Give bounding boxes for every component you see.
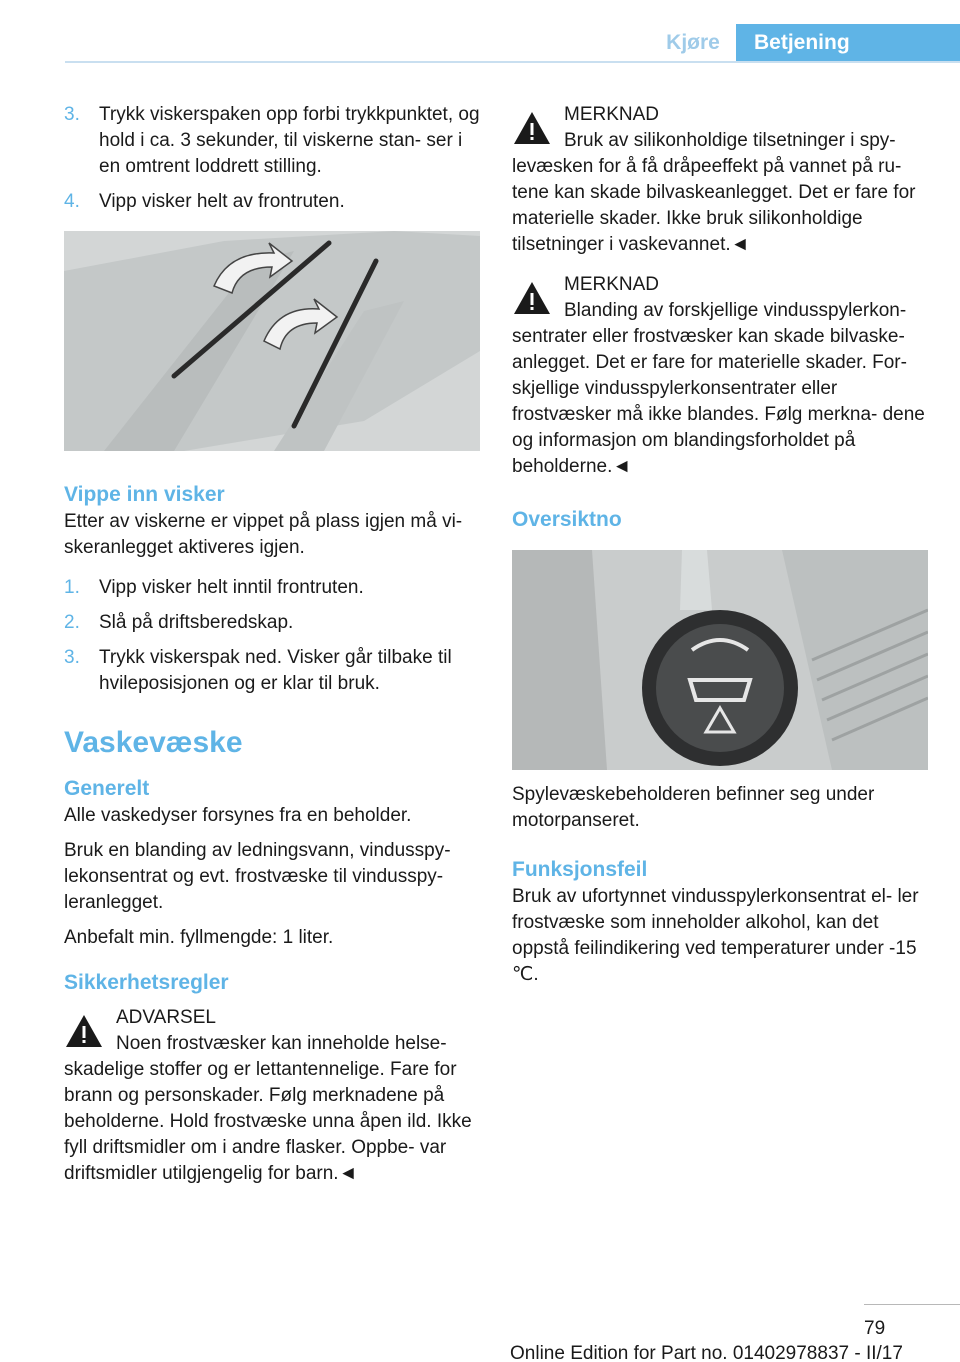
chapter-title: Vaskevæske <box>64 726 243 759</box>
warning-text-continued: skadelige stoffer og er lettantennelige. Fare for brann og personskader. Følg merknadene på beholderne. Hold frostvæske unna åpen ild. Ikke fyll driftsmidler om i andre flasker. Oppbe‐ var driftsmidler utilgjengelig for barn.◄ <box>64 1059 472 1184</box>
notice-triangle-icon <box>512 280 552 316</box>
paragraph: Alle vaskedyser forsynes fra en beholder. <box>64 805 412 826</box>
page-number: 79 <box>864 1318 886 1339</box>
right-column <box>512 102 932 997</box>
paragraph: Bruk en blanding av ledningsvann, vindusspy‐ lekonsentrat og evt. frostvæske til vindusspy‐ leranlegget. <box>64 840 451 913</box>
paragraph: Anbefalt min. fyllmengde: 1 liter. <box>64 927 334 948</box>
notice-block <box>512 272 932 324</box>
header-rule <box>65 61 960 63</box>
footer-rule <box>864 1304 960 1305</box>
step-number: 1. <box>64 577 80 598</box>
warning-block <box>64 1005 480 1057</box>
notice-text-continued: sentrater eller frostvæsker kan skade bilvaske‐ anlegget. Det er fare for materielle skader. For‐ skjellige vindusspylerkonsentrater eller frostvæsker må ikke blandes. Følg merkna‐ dene og informasjon om blandingsforholdet på beholderne.◄ <box>512 326 925 477</box>
section-title-sikkerhet: Sikkerhetsregler <box>64 971 229 994</box>
footer-edition: Online Edition for Part no. 01402978837 - II/17 <box>510 1343 903 1362</box>
header-tab-betjening[interactable]: Betjening <box>736 24 960 61</box>
section-title-funksjonsfeil: Funksjonsfeil <box>512 858 648 881</box>
wiper-illustration <box>64 231 480 451</box>
step-text: Vipp visker helt inntil frontruten. <box>99 577 364 598</box>
notice-block <box>512 102 932 154</box>
step-item <box>64 102 480 180</box>
step-number: 4. <box>64 191 80 212</box>
notice-title: MERKNAD <box>564 104 660 125</box>
step-item <box>64 575 480 601</box>
step-number: 3. <box>64 104 80 125</box>
figure-caption: Spylevæskebeholderen befinner seg under motorpanseret. <box>512 784 875 831</box>
step-text: Trykk viskerspak ned. Visker går tilbake til hvileposisjonen og er klar til bruk. <box>99 647 452 694</box>
step-text: Slå på driftsberedskap. <box>99 612 294 633</box>
warning-triangle-icon <box>64 1013 104 1049</box>
reservoir-illustration <box>512 550 928 770</box>
warning-title: ADVARSEL <box>116 1007 216 1028</box>
warning-text: Noen frostvæsker kan inneholde helse‐ <box>116 1033 447 1054</box>
step-number: 3. <box>64 647 80 668</box>
step-text: Trykk viskerspaken opp forbi trykkpunktet, og hold i ca. 3 sekunder, til viskerne stan‐ ser i en omtrent loddrett stilling. <box>99 104 480 177</box>
notice-triangle-icon <box>512 110 552 146</box>
step-number: 2. <box>64 612 80 633</box>
paragraph: Etter av viskerne er vippet på plass igjen må vi‐ skeranlegget aktiveres igjen. <box>64 511 463 558</box>
header-tab-kjore[interactable]: Kjøre <box>666 31 720 54</box>
notice-text: Blanding av forskjellige vindusspylerkon‐ <box>564 300 907 321</box>
section-title-generelt: Generelt <box>64 777 150 800</box>
step-item <box>64 610 480 636</box>
paragraph: Bruk av ufortynnet vindusspylerkonsentrat el‐ ler frostvæske som inneholder alkohol, kan det oppstå feilindikering ved temperaturer under -15 ℃. <box>512 886 919 985</box>
section-title-vippe: Vippe inn visker <box>64 483 225 506</box>
step-item <box>64 645 480 697</box>
section-title-oversikt: Oversiktno <box>512 508 622 531</box>
step-text: Vipp visker helt av frontruten. <box>99 191 345 212</box>
reservoir-illustration-graphic <box>512 550 928 770</box>
left-column <box>64 102 480 1196</box>
notice-title: MERKNAD <box>564 274 660 295</box>
wiper-illustration-graphic <box>64 231 480 451</box>
notice-text-continued: levæsken for å få dråpeeffekt på vannet på ru‐ tene kan skade bilvaskeanlegget. Det er fare for materielle skader. Ikke bruk silikonholdige tilsetninger i vaskevannet.◄ <box>512 156 916 255</box>
step-item <box>64 189 480 215</box>
notice-text: Bruk av silikonholdige tilsetninger i spy‐ <box>564 130 896 151</box>
